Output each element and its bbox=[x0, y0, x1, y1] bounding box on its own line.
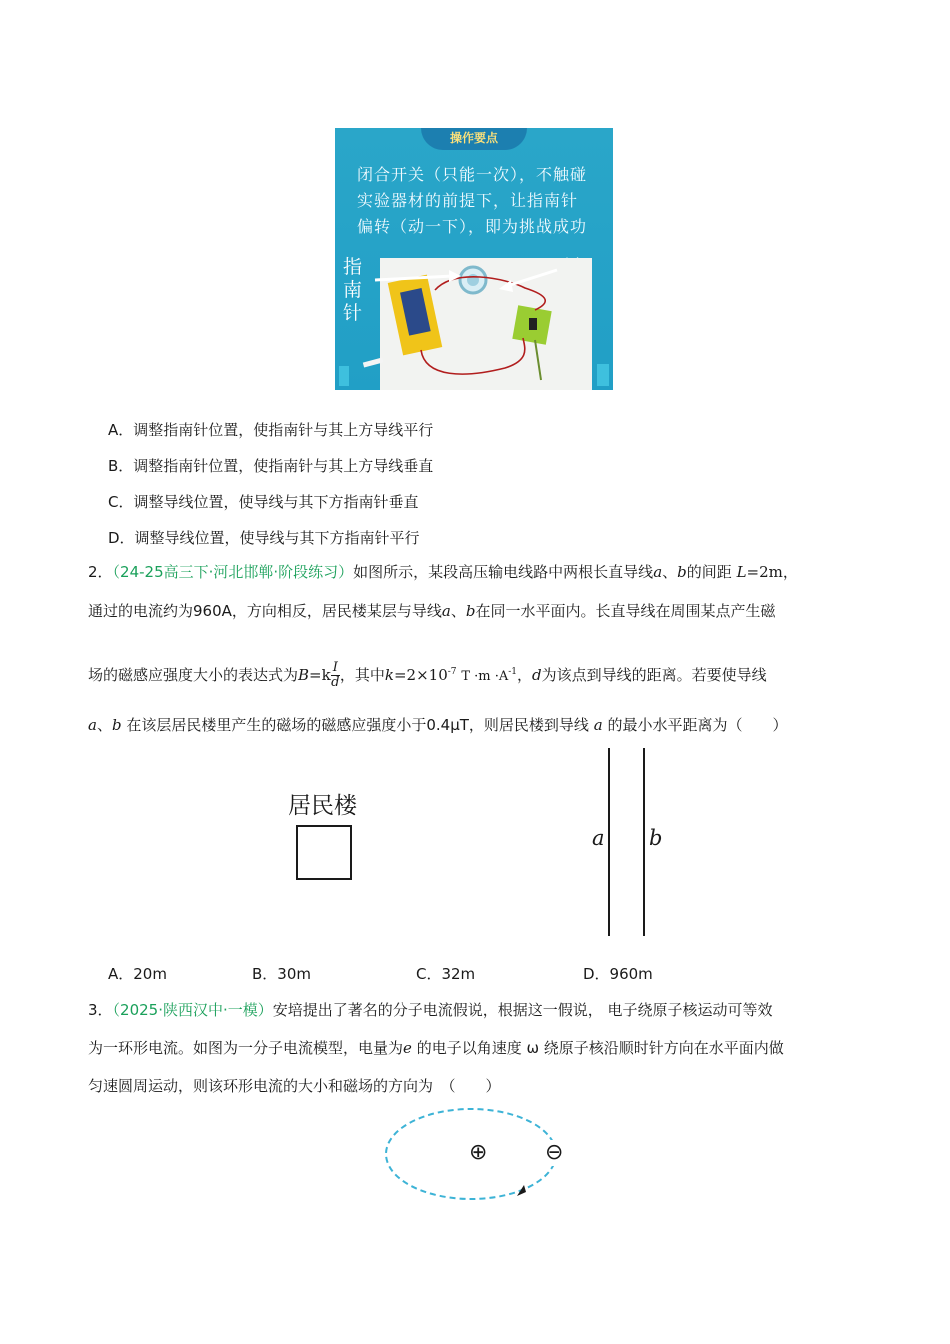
separator: ， bbox=[517, 666, 533, 684]
wire-b-line bbox=[643, 748, 645, 936]
var-b: b bbox=[111, 716, 122, 734]
q2-line-4 bbox=[88, 714, 787, 736]
wire-b-label: b bbox=[649, 826, 663, 850]
separator: 、 bbox=[450, 602, 466, 620]
q3-text: 安培提出了著名的分子电流假说，根据这一假说， 电子绕原子核运动可等效 bbox=[272, 1001, 773, 1019]
var-a: a bbox=[441, 602, 451, 620]
q3-line-3 bbox=[88, 1075, 501, 1097]
var-b: b bbox=[677, 563, 687, 581]
k-exponent: -7 bbox=[447, 667, 457, 677]
var-a: a bbox=[88, 716, 97, 734]
var-e: e bbox=[403, 1039, 412, 1057]
var-a: a bbox=[653, 563, 663, 581]
q3-text: 为一环形电流。如图为一分子电流模型，电量为 bbox=[88, 1039, 404, 1057]
q2-option-a[interactable]: A．20m bbox=[108, 965, 167, 983]
k-value: =2×10 bbox=[393, 666, 448, 684]
var-L: L bbox=[736, 563, 747, 581]
q2-text: 在该层居民楼里产生的磁场的磁感应强度小于0.4μT，则居民楼到导线 bbox=[126, 716, 589, 734]
k-unit: T ·m ·A bbox=[461, 669, 509, 684]
q2-option-b[interactable]: B．30m bbox=[252, 965, 311, 983]
q1-option-d[interactable]: D．调整导线位置，使导线与其下方指南针平行 bbox=[108, 529, 420, 547]
q2-line-3 bbox=[88, 657, 767, 692]
q2-text: 的最小水平距离为（ ） bbox=[607, 716, 788, 734]
wire-a-label: a bbox=[592, 826, 605, 850]
q2-line-1 bbox=[88, 561, 798, 583]
wire-a-line bbox=[608, 748, 610, 936]
q2-text: ，其中 bbox=[339, 666, 385, 684]
q1-option-b[interactable]: B．调整指南针位置，使指南针与其上方导线垂直 bbox=[108, 457, 434, 475]
compass-label-char: 指 bbox=[343, 256, 363, 278]
q2-text: ， bbox=[782, 563, 798, 581]
separator: 、 bbox=[662, 563, 678, 581]
q2-text: 场的磁感应强度大小的表达式为 bbox=[88, 666, 299, 684]
fraction-numerator: I bbox=[332, 660, 338, 675]
q1-option-a[interactable]: A．调整指南针位置，使指南针与其上方导线平行 bbox=[108, 421, 434, 439]
q2-text: 的间距 bbox=[686, 563, 732, 581]
q3-line-1 bbox=[88, 999, 773, 1021]
L-value: =2m bbox=[746, 563, 783, 581]
experiment-photo bbox=[335, 128, 613, 390]
question-source: （2025·陕西汉中·一模） bbox=[112, 1001, 273, 1019]
unit-exponent: -1 bbox=[508, 667, 518, 677]
question-source: （24-25高三下·河北邯郸·阶段练习） bbox=[112, 563, 354, 581]
experiment-illustration bbox=[335, 128, 613, 390]
q3-text: 的电子以角速度 ω 绕原子核沿顺时针方向在水平面内做 bbox=[416, 1039, 784, 1057]
building-label: 居民楼 bbox=[288, 793, 357, 819]
var-d: d bbox=[532, 666, 542, 684]
q2-option-d[interactable]: D．960m bbox=[583, 965, 653, 983]
question-number: 2． bbox=[88, 563, 113, 581]
q3-line-2 bbox=[88, 1037, 784, 1059]
q2-text: 在同一水平面内。长直导线在周围某点产生磁 bbox=[475, 602, 776, 620]
fraction-denominator: d bbox=[331, 675, 340, 690]
caption-line: 实验器材的前提下，让指南针 bbox=[357, 191, 579, 210]
electron-symbol: ⊖ bbox=[545, 1140, 564, 1165]
var-B: B bbox=[298, 666, 310, 684]
q1-option-c[interactable]: C．调整导线位置，使导线与其下方指南针垂直 bbox=[108, 493, 419, 511]
separator: 、 bbox=[96, 716, 112, 734]
q2-line-2 bbox=[88, 600, 776, 622]
photo-banner: 操作要点 bbox=[421, 128, 527, 150]
formula-k: =k bbox=[309, 666, 331, 684]
compass-label-char: 针 bbox=[343, 302, 363, 324]
nucleus-symbol: ⊕ bbox=[469, 1140, 488, 1165]
caption-line: 偏转（动一下），即为挑战成功 bbox=[357, 217, 588, 236]
q2-text: 为该点到导线的距离。若要使导线 bbox=[541, 666, 767, 684]
q3-text: 匀速圆周运动，则该环形电流的大小和磁场的方向为 （ ） bbox=[88, 1077, 501, 1095]
q2-text: 通过的电流约为960A，方向相反，居民楼某层与导线 bbox=[88, 602, 442, 620]
building-box bbox=[296, 825, 352, 880]
fraction bbox=[331, 661, 340, 690]
caption-line: 闭合开关（只能一次），不触碰 bbox=[357, 165, 588, 184]
q2-option-c[interactable]: C．32m bbox=[416, 965, 476, 983]
var-b: b bbox=[465, 602, 476, 620]
var-a: a bbox=[593, 716, 603, 734]
compass-label-char: 南 bbox=[343, 279, 363, 301]
q2-text: 如图所示，某段高压输电线路中两根长直导线 bbox=[353, 563, 654, 581]
var-k: k bbox=[384, 666, 394, 684]
question-number: 3． bbox=[88, 1001, 113, 1019]
